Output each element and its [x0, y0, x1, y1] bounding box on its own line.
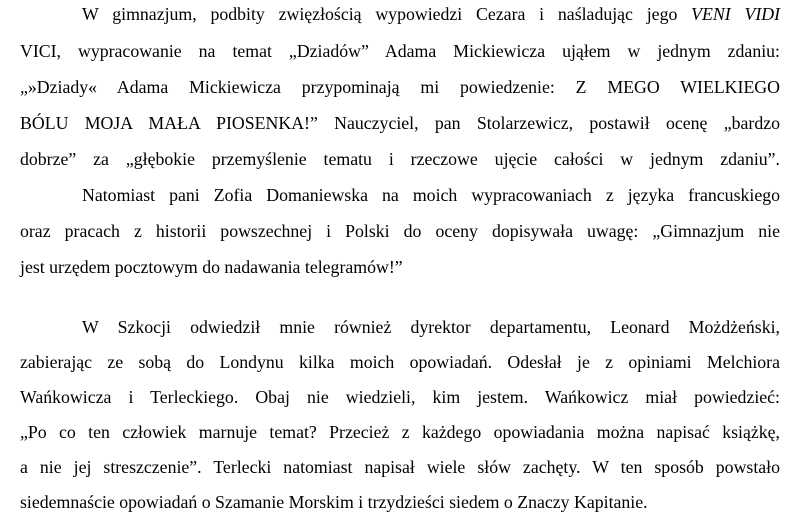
paragraph-3-line-5: a nie jej streszczenie”. Terlecki natomiast napisał wiele słów zachęty. W ten sposób powstało: [20, 457, 780, 477]
paragraph-3-line-2: zabierając ze sobą do Londynu kilka moich opowiadań. Odesłał je z opiniami Melchiora: [20, 352, 780, 372]
paragraph-3-line-4: „Po co ten człowiek marnuje temat? Przecież z każdego opowiadania można napisać książkę,: [20, 422, 780, 442]
paragraph-3-line-6: siedemnaście opowiadań o Szamanie Morskim i trzydzieści siedem o Znaczy Kapitanie.: [20, 492, 648, 512]
paragraph-3-line-1: W Szkocji odwiedził mnie również dyrektor departamentu, Leonard Możdżeński,: [82, 317, 780, 337]
paragraph-1-line-4: BÓLU MOJA MAŁA PIOSENKA!” Nauczyciel, pan Stolarzewicz, postawił ocenę „bardzo: [20, 113, 780, 133]
italic-text: VENI VIDI: [691, 4, 780, 24]
paragraph-1-line-3: „»Dziady« Adama Mickiewicza przypominają mi powiedzenie: Z MEGO WIELKIEGO: [20, 77, 780, 97]
paragraph-3-line-3: Wańkowicza i Terleckiego. Obaj nie wiedzieli, kim jestem. Wańkowicz miał powiedzieć:: [20, 387, 780, 407]
paragraph-2-line-3: jest urzędem pocztowym do nadawania telegramów!”: [20, 257, 403, 277]
paragraph-1-line-2: VICI, wypracowanie na temat „Dziadów” Adama Mickiewicza ująłem w jednym zdaniu:: [20, 41, 780, 61]
paragraph-1-line-1: [82, 1, 780, 28]
paragraph-1-line-5: dobrze” za „głębokie przemyślenie tematu i rzeczowe ujęcie całości w jednym zdaniu”.: [20, 149, 780, 169]
paragraph-2-line-2: oraz pracach z historii powszechnej i Polski do oceny dopisywała uwagę: „Gimnazjum nie: [20, 221, 780, 241]
paragraph-2-line-1: Natomiast pani Zofia Domaniewska na moich wypracowaniach z języka francuskiego: [82, 185, 780, 205]
line-text: W gimnazjum, podbity zwięzłością wypowiedzi Cezara i naśladując jego: [82, 4, 692, 24]
